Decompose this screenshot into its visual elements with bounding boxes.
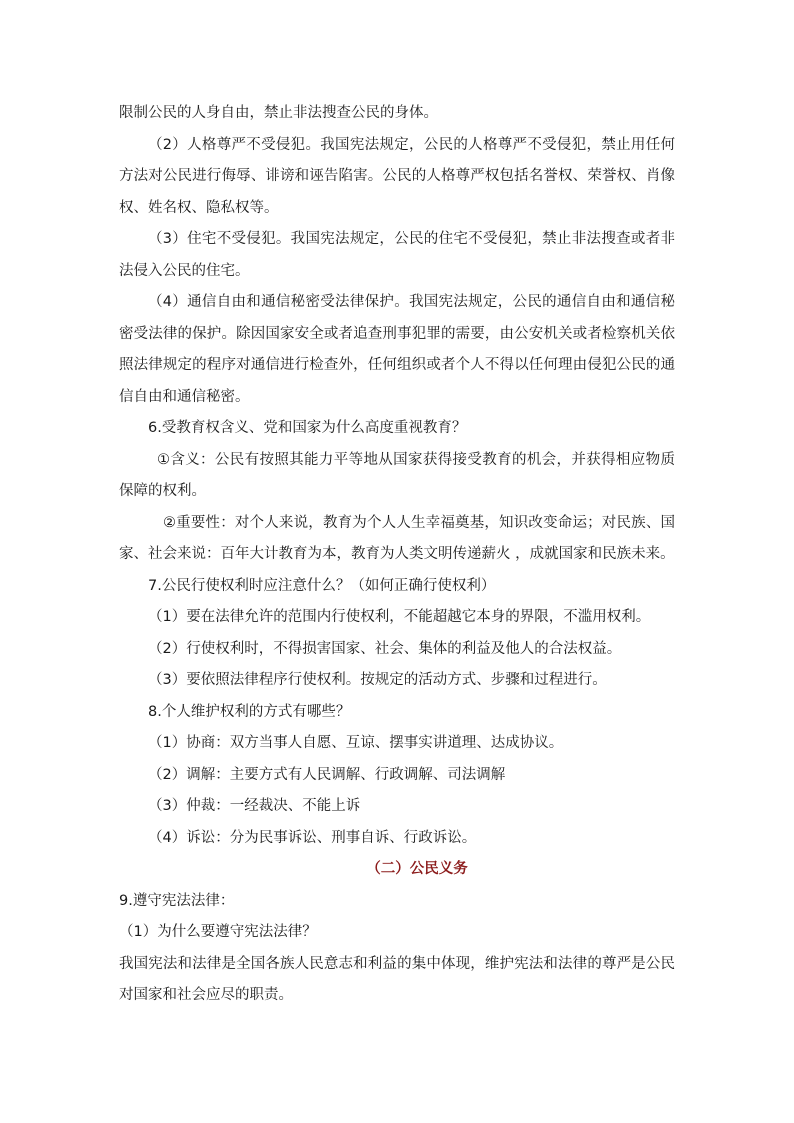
paragraph: （4）通信自由和通信秘密受法律保护。我国宪法规定，公民的通信自由和通信秘密受法律的保护。除因国家安全或者追查刑事犯罪的需要，由公安机关或者检察机关依照法律规定的程序对通信进行检查外，任何组织或者个人不得以任何理由侵犯公民的通信自由和通信秘密。 (119, 294, 675, 405)
question-heading: 9.遵守宪法法律： (119, 892, 235, 909)
question-heading: 8.个人维护权利的方式有哪些？ (148, 703, 351, 720)
paragraph: 我国宪法和法律是全国各族人民意志和利益的集中体现，维护宪法和法律的尊严是公民对国家和社会应尽的职责。 (119, 955, 675, 1003)
list-item: （2）调解：主要方式有人民调解、行政调解、司法调解 (148, 766, 506, 783)
list-item: （4）诉讼：分为民事诉讼、刑事自诉、行政诉讼。 (148, 829, 477, 846)
section-title: （二）公民义务 (366, 861, 468, 877)
list-item: （2）行使权利时，不得损害国家、社会、集体的利益及他人的合法权益。 (148, 640, 622, 657)
paragraph: ①含义：公民有按照其能力平等地从国家获得接受教育的机会，并获得相应物质保障的权利。 (119, 451, 675, 499)
question-heading: 7.公民行使权利时应注意什么？（如何正确行使权利） (148, 577, 496, 594)
paragraph: ②重要性：对个人来说，教育为个人人生幸福奠基，知识改变命运；对民族、国家、社会来说：百年大计教育为本，教育为人类文明传递薪火 ，成就国家和民族未来。 (119, 514, 675, 562)
sub-question: （1）为什么要遵守宪法法律？ (119, 924, 317, 940)
document-body (119, 98, 675, 1012)
list-item: （1）要在法律允许的范围内行使权利，不能超越它本身的界限，不滥用权利。 (148, 609, 651, 625)
paragraph: （2）人格尊严不受侵犯。我国宪法规定，公民的人格尊严不受侵犯，禁止用任何方法对公民进行侮辱、诽谤和诬告陷害。公民的人格尊严权包括名誉权、荣誉权、肖像权、姓名权、隐私权等。 (119, 136, 675, 216)
question-heading: 6.受教育权含义、党和国家为什么高度重视教育？ (148, 420, 467, 436)
list-item: （1）协商：双方当事人自愿、互谅、摆事实讲道理、达成协议。 (148, 735, 564, 751)
paragraph: （3）住宅不受侵犯。我国宪法规定，公民的住宅不受侵犯，禁止非法搜查或者非法侵入公民的住宅。 (119, 231, 675, 279)
list-item: （3）仲裁：一经裁决、不能上诉 (148, 798, 361, 814)
list-item: （3）要依照法律程序行使权利。按规定的活动方式、步骤和过程进行。 (148, 672, 607, 688)
paragraph: 限制公民的人身自由，禁止非法搜查公民的身体。 (119, 105, 438, 121)
